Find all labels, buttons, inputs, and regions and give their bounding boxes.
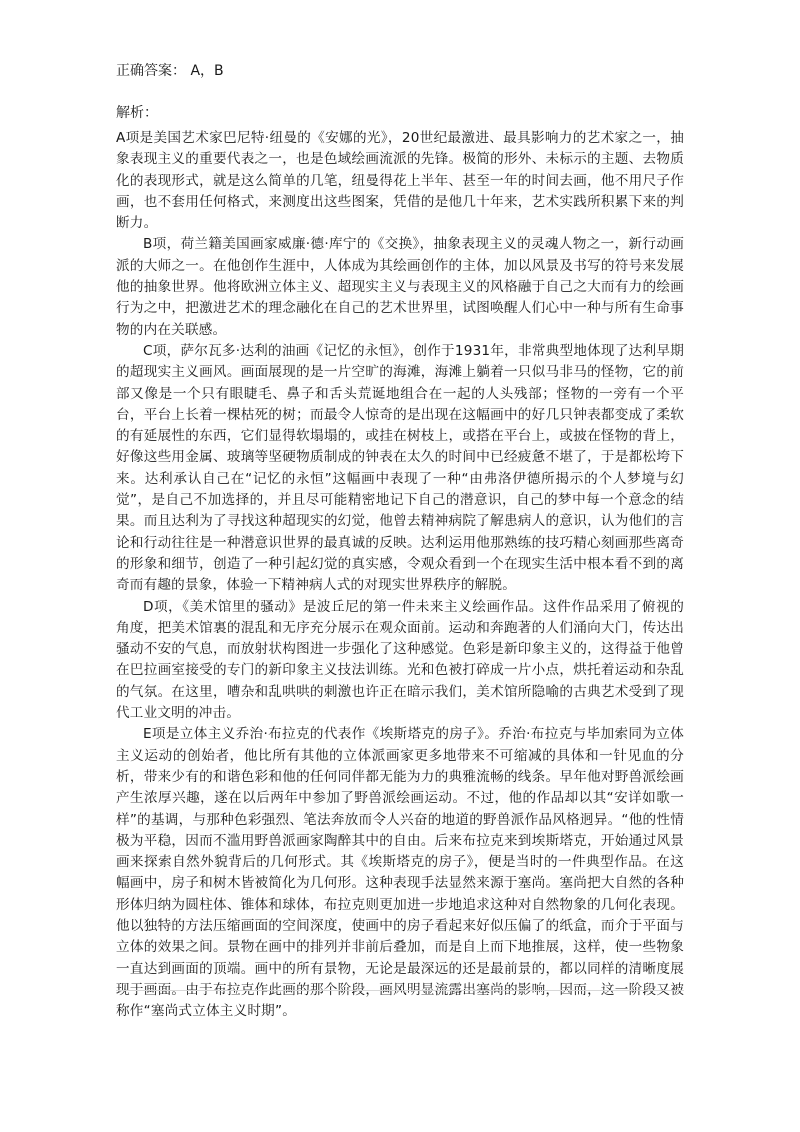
correct-answer: 正确答案： A，B <box>116 63 224 79</box>
analysis-label: 解析： <box>116 105 158 121</box>
document-page <box>116 60 684 1022</box>
footer-divider <box>116 990 684 991</box>
paragraph-a: A项是美国艺术家巴尼特·纽曼的《安娜的光》，20世纪最激进、最具影响力的艺术家之一，抽象表现主义的重要代表之一，也是色域绘画流派的先锋。极简的形外、未标示的主题、去物质化的表现形式，就是这么简单的几笔，纽曼得花上半年、甚至一年的时间去画，他不用尺子作画，也不套用任何格式，来测度出这些图案，凭借的是他几十年来，艺术实践所积累下来的判断力。 <box>116 130 684 232</box>
paragraph-c: C项，萨尔瓦多·达利的油画《记忆的永恒》，创作于1931年，非常典型地体现了达利早期的超现实主义画风。画面展现的是一片空旷的海滩，海滩上躺着一只似马非马的怪物，它的前部又像是一个只有眼睫毛、鼻子和舌头荒诞地组合在一起的人头残部；怪物的一旁有一个平台，平台上长着一棵枯死的树；而最令人惊奇的是出现在这幅画中的好几只钟表都变成了柔软的有延展性的东西，它们显得软塌塌的，或挂在树枝上，或搭在平台上，或披在怪物的背上，好像这些用金属、玻璃等坚硬物质制成的钟表在太久的时间中已经疲惫不堪了，于是都松垮下来。达利承认自己在“记忆的永恒”这幅画中表现了一种“由弗洛伊德所揭示的个人梦境与幻觉”，是自己不加选择的，并且尽可能精密地记下自己的潜意识，自己的梦中每一个意念的结果。而且达利为了寻找这种超现实的幻觉，他曾去精神病院了解患病人的意识，认为他们的言论和行动往往是一种潜意识世界的最真诚的反映。达利运用他那熟练的技巧精心刻画那些离奇的形象和细节，创造了一种引起幻觉的真实感，令观众看到一个在现实生活中根本看不到的离奇而有趣的景象，体验一下精神病人式的对现实世界秩序的解脱。 <box>116 342 684 594</box>
paragraph-b: B项，荷兰籍美国画家威廉·德·库宁的《交换》，抽象表现主义的灵魂人物之一，新行动画派的大师之一。在他创作生涯中，人体成为其绘画创作的主体，加以风景及书写的符号来发展他的抽象世界。他将欧洲立体主义、超现实主义与表现主义的风格融于自己之大而有力的绘画行为之中，把激进艺术的理念融化在自己的艺术世界里，试图唤醒人们心中一种与所有生命事物的内在关联感。 <box>116 236 684 338</box>
paragraph-d: D项，《美术馆里的骚动》是波丘尼的第一件未来主义绘画作品。这件作品采用了俯视的角度，把美术馆裏的混乱和无序充分展示在观众面前。运动和奔跑著的人们涌向大门，传达出骚动不安的气息，而放射状构图进一步强化了这种感觉。色彩是新印象主义的，这得益于他曾在巴拉画室接受的专门的新印象主义技法训练。光和色被打碎成一片小点，烘托着运动和杂乱的气氛。在这里，嘈杂和乱哄哄的刺激也许正在暗示我们，美术馆所隐喻的古典艺术受到了现代工业文明的冲击。 <box>116 598 684 722</box>
paragraph-e: E项是立体主义乔治·布拉克的代表作《埃斯塔克的房子》。乔治·布拉克与毕加索同为立体主义运动的创始者，他比所有其他的立体派画家更多地带来不可缩减的具体和一针见血的分析，带来少有的和谐色彩和他的任何同伴都无能为力的典雅流畅的线条。早年他对野兽派绘画产生浓厚兴趣，遂在以后两年中参加了野兽派绘画运动。不过，他的作品却以其“安详如歌一样”的基调，与那种色彩强烈、笔法奔放而令人兴奋的地道的野兽派作品风格迥异。“他的性情极为平稳，因而不滥用野兽派画家陶醉其中的自由。后来布拉克来到埃斯塔克，开始通过风景画来探索自然外貌背后的几何形式。其《埃斯塔克的房子》，便是当时的一件典型作品。在这幅画中，房子和树木皆被简化为几何形。这种表现手法显然来源于塞尚。塞尚把大自然的各种形体归纳为圆柱体、锥体和球体，布拉克则更加进一步地追求这种对自然物象的几何化表现。他以独特的方法压缩画面的空间深度，使画中的房子看起来好似压偏了的纸盒，而介于平面与立体的效果之间。景物在画中的排列并非前后叠加，而是自上而下地推展，这样，使一些物象一直达到画面的顶端。画中的所有景物，无论是最深远的还是最前景的，都以同样的清晰度展现于画面。由于布拉克作此画的那个阶段，画风明显流露出塞尚的影响，因而，这一阶段又被称作“塞尚式立体主义时期”。 <box>116 726 684 1020</box>
